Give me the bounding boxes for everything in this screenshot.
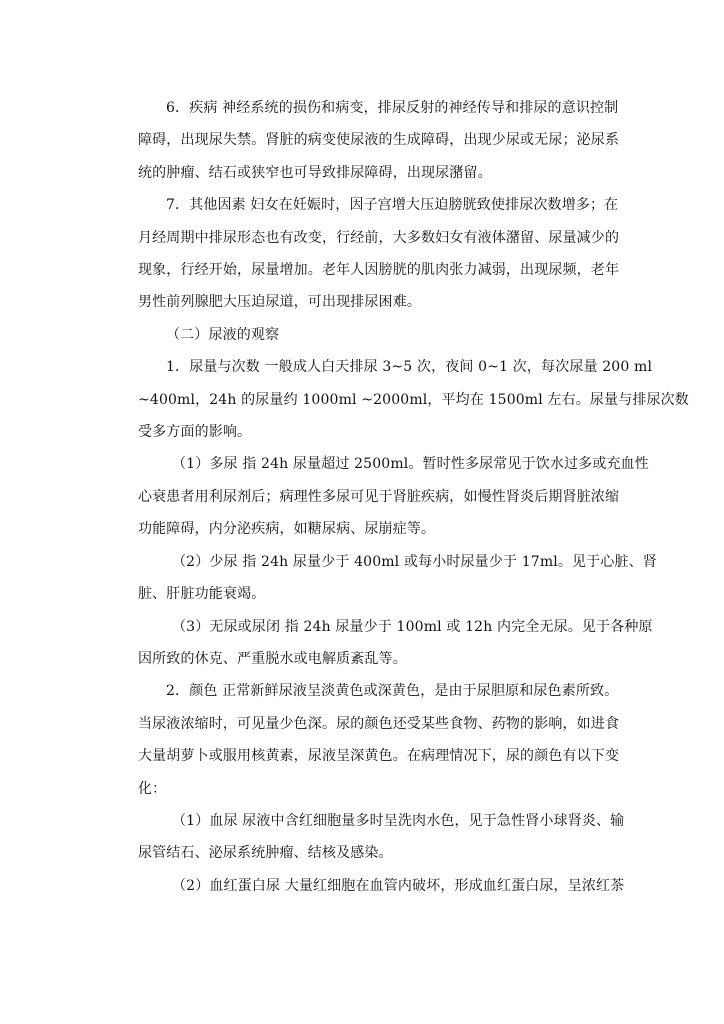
paragraph-disease xyxy=(110,92,620,189)
text-line: 尿管结石、泌尿系统肿瘤、结核及感染。 xyxy=(138,845,393,862)
document-page xyxy=(110,92,689,902)
text-line: （2）血红蛋白尿 大量红细胞在血管内破坏，形成血红蛋白尿，呈浓红茶 xyxy=(172,877,625,894)
text-line: 障碍，出现尿失禁。肾脏的病变使尿液的生成障碍，出现少尿或无尿；泌尿系 xyxy=(138,132,620,149)
paragraph-volume-frequency xyxy=(110,351,689,448)
text-line: （2）少尿 指 24h 尿量少于 400ml 或每小时尿量少于 17ml。见于心脏、肾 xyxy=(172,553,657,570)
text-line: 因所致的休克、严重脱水或电解质紊乱等。 xyxy=(138,650,407,667)
paragraph-polyuria xyxy=(110,448,649,545)
text-line: 心衰患者用利尿剂后；病理性多尿可见于肾脏疾病，如慢性肾炎后期肾脏浓缩 xyxy=(138,488,620,505)
text-line: 月经周期中排尿形态也有改变，行经前，大多数妇女有液体潴留、尿量减少的 xyxy=(138,229,620,246)
paragraph-hematuria xyxy=(110,805,625,870)
text-line: 统的肿瘤、结石或狭窄也可导致排尿障碍，出现尿潴留。 xyxy=(138,164,492,181)
text-line: 男性前列腺肥大压迫尿道，可出现排尿困难。 xyxy=(138,294,421,311)
paragraph-hemoglobinuria xyxy=(110,870,625,902)
text-line: （1）血尿 尿液中含红细胞量多时呈洗肉水色，见于急性肾小球肾炎、输 xyxy=(172,812,625,829)
section-heading: （二）尿液的观察 xyxy=(166,326,280,343)
paragraph-other-factors xyxy=(110,189,620,319)
text-line: 6．疾病 神经系统的损伤和病变，排尿反射的神经传导和排尿的意识控制 xyxy=(166,100,619,116)
paragraph-anuria xyxy=(110,611,653,676)
text-line: 现象，行经开始，尿量增加。老年人因膀胱的肌肉张力减弱，出现尿频，老年 xyxy=(138,262,620,279)
text-line: （3）无尿或尿闭 指 24h 尿量少于 100ml 或 12h 内完全无尿。见于各种原 xyxy=(172,618,653,635)
text-line: 1．尿量与次数 一般成人白天排尿 3~5 次，夜间 0~1 次，每次尿量 200 ml xyxy=(166,359,653,376)
text-line: ~400ml，24h 的尿量约 1000ml ~2000ml，平均在 1500ml 左右。尿量与排尿次数 xyxy=(138,391,689,408)
text-line: 脏、肝脏功能衰竭。 xyxy=(138,586,266,603)
section-heading-urine-observation xyxy=(110,319,616,351)
text-line: 受多方面的影响。 xyxy=(138,424,252,441)
text-line: 大量胡萝卜或服用核黄素，尿液呈深黄色。在病理情况下，尿的颜色有以下变 xyxy=(138,748,620,765)
paragraph-color xyxy=(110,675,620,805)
text-line: 化： xyxy=(138,780,167,797)
text-line: 7．其他因素 妇女在妊娠时，因子宫增大压迫膀胱致使排尿次数增多；在 xyxy=(166,197,619,214)
text-line: 2．颜色 正常新鲜尿液呈淡黄色或深黄色，是由于尿胆原和尿色素所致。 xyxy=(166,683,619,700)
paragraph-oliguria xyxy=(110,546,657,611)
text-line: 当尿液浓缩时，可见量少色深。尿的颜色还受某些食物、药物的影响，如进食 xyxy=(138,715,620,732)
text-line: 功能障碍，内分泌疾病，如糖尿病、尿崩症等。 xyxy=(138,521,436,538)
text-line: （1）多尿 指 24h 尿量超过 2500ml。暂时性多尿常见于饮水过多或充血性 xyxy=(172,456,649,473)
